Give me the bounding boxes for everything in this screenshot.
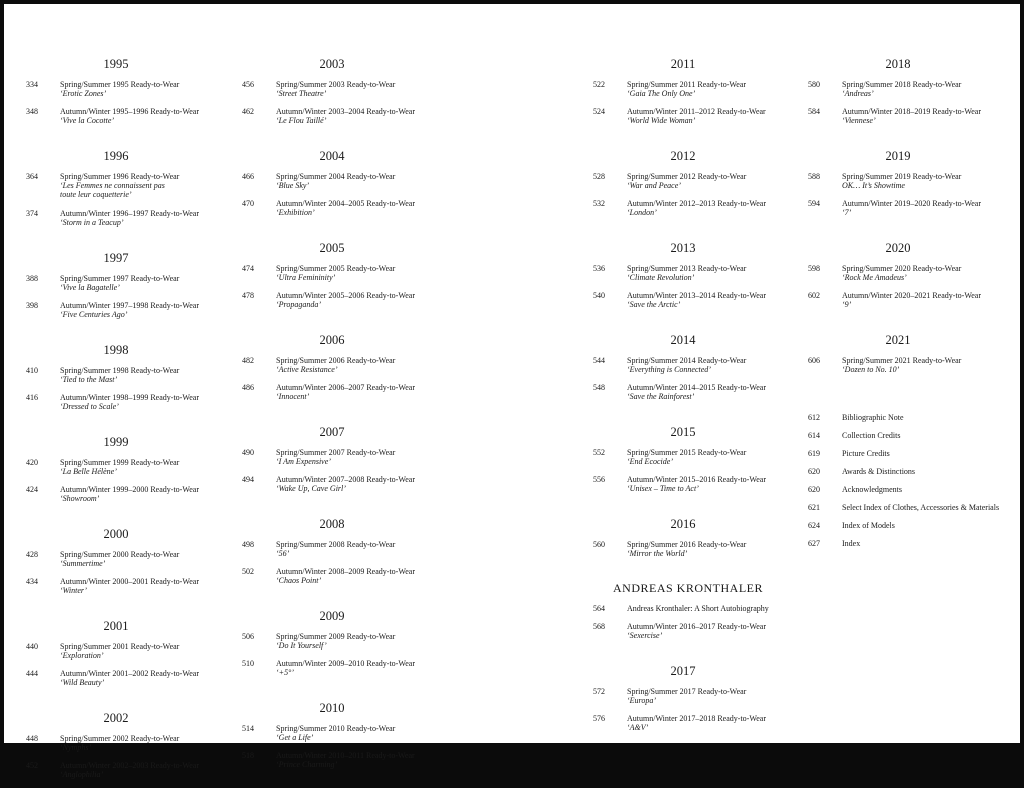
contents-entry xyxy=(593,475,783,502)
entry-subtitle: ‘I Am Expensive’ xyxy=(276,457,331,466)
page-number: 462 xyxy=(242,107,254,116)
page-number: 452 xyxy=(26,761,38,770)
entry-title: Select Index of Clothes, Accessories & Materials xyxy=(842,503,1000,512)
entry-title: Awards & Distinctions xyxy=(842,467,916,476)
page-number: 448 xyxy=(26,734,38,743)
entry-title: Autumn/Winter 2005–2006 Ready-to-Wear xyxy=(276,291,415,300)
page-number: 486 xyxy=(242,383,254,392)
contents-entry xyxy=(242,567,422,594)
entry-subtitle: ‘Dressed to Scale’ xyxy=(60,402,119,411)
entry-title: Autumn/Winter 1999–2000 Ready-to-Wear xyxy=(60,485,199,494)
contents-entry xyxy=(593,448,783,475)
contents-entry xyxy=(242,264,422,291)
page-number: 456 xyxy=(242,80,254,89)
page-number: 584 xyxy=(808,107,820,116)
page-number: 470 xyxy=(242,199,254,208)
contents-entry xyxy=(26,366,206,393)
contents-entry xyxy=(242,751,422,778)
entry-subtitle: ‘Erotic Zones’ xyxy=(60,89,107,98)
year-heading: 2009 xyxy=(319,609,345,623)
year-heading: 2012 xyxy=(670,149,696,163)
entry-subtitle: ‘Chaos Point’ xyxy=(276,576,322,585)
contents-entry xyxy=(242,659,422,686)
entry-title: Spring/Summer 2021 Ready-to-Wear xyxy=(842,356,962,365)
page-number: 334 xyxy=(26,80,38,89)
page-number: 498 xyxy=(242,540,254,549)
entry-title: Autumn/Winter 2014–2015 Ready-to-Wear xyxy=(627,383,766,392)
page-number: 388 xyxy=(26,274,38,283)
entry-title: Spring/Summer 1997 Ready-to-Wear xyxy=(60,274,180,283)
contents-entry xyxy=(26,274,206,301)
contents-column-4 xyxy=(808,56,1000,557)
page-number: 478 xyxy=(242,291,254,300)
entry-title: Spring/Summer 2001 Ready-to-Wear xyxy=(60,642,180,651)
entry-subtitle: ‘Climate Revolution’ xyxy=(627,273,695,282)
contents-entry xyxy=(593,291,783,318)
entry-title: Spring/Summer 2003 Ready-to-Wear xyxy=(276,80,396,89)
page-number: 474 xyxy=(242,264,254,273)
contents-column-2 xyxy=(242,56,422,778)
entry-title: Autumn/Winter 2015–2016 Ready-to-Wear xyxy=(627,475,766,484)
page-number: 532 xyxy=(593,199,605,208)
contents-entry xyxy=(26,577,206,604)
contents-entry xyxy=(242,199,422,226)
entry-title: Spring/Summer 2012 Ready-to-Wear xyxy=(627,172,747,181)
entry-subtitle: ‘7’ xyxy=(842,208,852,217)
entry-title: Acknowledgments xyxy=(842,485,902,494)
page-number: 594 xyxy=(808,199,820,208)
year-heading: 2020 xyxy=(885,241,911,255)
entry-title: Autumn/Winter 2013–2014 Ready-to-Wear xyxy=(627,291,766,300)
entry-subtitle: ‘9’ xyxy=(842,300,852,309)
page-number: 490 xyxy=(242,448,254,457)
entry-title: Autumn/Winter 2018–2019 Ready-to-Wear xyxy=(842,107,981,116)
entry-subtitle: ‘Everything is Connected’ xyxy=(627,365,711,374)
entry-title: Spring/Summer 2008 Ready-to-Wear xyxy=(276,540,396,549)
page-number: 440 xyxy=(26,642,38,651)
entry-title: Bibliographic Note xyxy=(842,413,904,422)
contents-entry xyxy=(593,264,783,291)
page-number: 572 xyxy=(593,687,605,696)
page-number: 619 xyxy=(808,449,820,458)
contents-entry xyxy=(26,734,206,761)
page-number: 612 xyxy=(808,413,820,422)
entry-title: Spring/Summer 1995 Ready-to-Wear xyxy=(60,80,180,89)
contents-entry xyxy=(593,540,783,567)
page-number: 606 xyxy=(808,356,820,365)
entry-subtitle: ‘+5°’ xyxy=(276,668,294,677)
year-heading: 2007 xyxy=(319,425,345,439)
entry-subtitle: ‘Andreas’ xyxy=(842,89,874,98)
year-heading: 2008 xyxy=(319,517,345,531)
entry-subtitle: ‘Europa’ xyxy=(627,696,657,705)
entry-subtitle: ‘Mirror the World’ xyxy=(627,549,688,558)
contents-entry xyxy=(242,383,422,410)
page-number: 621 xyxy=(808,503,820,512)
entry-subtitle: ‘Tied to the Mast’ xyxy=(60,375,118,384)
entry-subtitle: ‘Five Centuries Ago’ xyxy=(60,310,128,319)
contents-entry xyxy=(808,521,988,539)
page-number: 624 xyxy=(808,521,820,530)
entry-subtitle: ‘Summertime’ xyxy=(60,559,106,568)
entry-subtitle: ‘Les Femmes ne connaissent pas toute leur coquetterie’ xyxy=(60,181,165,199)
entry-subtitle: ‘Le Flou Taillé’ xyxy=(276,116,327,125)
contents-entry xyxy=(242,107,422,134)
year-heading: 2010 xyxy=(319,701,345,715)
page-number: 444 xyxy=(26,669,38,678)
entry-title: Spring/Summer 2017 Ready-to-Wear xyxy=(627,687,747,696)
entry-title: Autumn/Winter 2017–2018 Ready-to-Wear xyxy=(627,714,766,723)
page-number: 374 xyxy=(26,209,38,218)
contents-entry xyxy=(26,485,206,512)
year-heading: 2001 xyxy=(103,619,129,633)
entry-title: Spring/Summer 2007 Ready-to-Wear xyxy=(276,448,396,457)
entry-subtitle: ‘Street Theatre’ xyxy=(276,89,327,98)
page-number: 580 xyxy=(808,80,820,89)
year-heading: 2004 xyxy=(319,149,345,163)
page-number: 528 xyxy=(593,172,605,181)
contents-entry xyxy=(808,539,988,557)
contents-entry xyxy=(593,172,783,199)
entry-title: Spring/Summer 2014 Ready-to-Wear xyxy=(627,356,747,365)
entry-subtitle: ‘Ultra Femininity’ xyxy=(276,273,336,282)
year-heading: 2014 xyxy=(670,333,696,347)
entry-title: Autumn/Winter 2008–2009 Ready-to-Wear xyxy=(276,567,415,576)
entry-title: Spring/Summer 2016 Ready-to-Wear xyxy=(627,540,747,549)
page-number: 620 xyxy=(808,485,820,494)
entry-title: Spring/Summer 2006 Ready-to-Wear xyxy=(276,356,396,365)
entry-title: Autumn/Winter 2004–2005 Ready-to-Wear xyxy=(276,199,415,208)
page-number: 627 xyxy=(808,539,820,548)
entry-subtitle: ‘Innocent’ xyxy=(276,392,310,401)
entry-subtitle: ‘Showroom’ xyxy=(60,494,100,503)
entry-subtitle: ‘London’ xyxy=(627,208,657,217)
contents-entry xyxy=(26,301,206,328)
year-heading: 1997 xyxy=(103,251,129,265)
entry-subtitle: ‘Storm in a Teacup’ xyxy=(60,218,124,227)
entry-subtitle: ‘Exploration’ xyxy=(60,651,104,660)
entry-subtitle: ‘Do It Yourself’ xyxy=(276,641,327,650)
page-number: 424 xyxy=(26,485,38,494)
page-number: 428 xyxy=(26,550,38,559)
entry-subtitle: ‘Wake Up, Cave Girl’ xyxy=(276,484,346,493)
entry-title: Index of Models xyxy=(842,521,895,530)
year-heading: 2016 xyxy=(670,517,696,531)
contents-entry xyxy=(808,449,988,467)
entry-subtitle: ‘War and Peace’ xyxy=(627,181,681,190)
entry-title: Autumn/Winter 2007–2008 Ready-to-Wear xyxy=(276,475,415,484)
entry-subtitle: ‘Active Resistance’ xyxy=(276,365,338,374)
year-heading: 1996 xyxy=(103,149,129,163)
contents-entry xyxy=(808,172,988,199)
contents-entry xyxy=(808,467,988,485)
page-number: 494 xyxy=(242,475,254,484)
entry-title: Autumn/Winter 2001–2002 Ready-to-Wear xyxy=(60,669,199,678)
entry-subtitle: ‘56’ xyxy=(276,549,290,558)
entry-title: Autumn/Winter 2003–2004 Ready-to-Wear xyxy=(276,107,415,116)
contents-entry xyxy=(808,431,988,449)
page-number: 482 xyxy=(242,356,254,365)
entry-subtitle: ‘World Wide Woman’ xyxy=(627,116,696,125)
entry-title: Spring/Summer 1999 Ready-to-Wear xyxy=(60,458,180,467)
year-heading: 2003 xyxy=(319,57,345,71)
page-number: 506 xyxy=(242,632,254,641)
year-heading: 2018 xyxy=(885,57,911,71)
entry-subtitle: ‘Blue Sky’ xyxy=(276,181,310,190)
contents-column-1 xyxy=(26,56,206,788)
contents-spread xyxy=(4,4,1020,779)
entry-subtitle: ‘Prince Charming’ xyxy=(276,760,338,769)
entry-title: Autumn/Winter 2020–2021 Ready-to-Wear xyxy=(842,291,981,300)
entry-subtitle: ‘Propaganda’ xyxy=(276,300,322,309)
entry-title: Autumn/Winter 2012–2013 Ready-to-Wear xyxy=(627,199,766,208)
entry-title: Spring/Summer 2013 Ready-to-Wear xyxy=(627,264,747,273)
page-number: 410 xyxy=(26,366,38,375)
contents-entry xyxy=(242,172,422,199)
year-heading: 1999 xyxy=(103,435,129,449)
entry-subtitle: ‘Anglophilia’ xyxy=(60,770,104,779)
contents-entry xyxy=(808,264,988,291)
contents-entry xyxy=(593,714,783,741)
entry-subtitle: ‘Unisex – Time to Act’ xyxy=(627,484,699,493)
page-number: 502 xyxy=(242,567,254,576)
entry-title: Autumn/Winter 2011–2012 Ready-to-Wear xyxy=(627,107,766,116)
entry-subtitle: ‘Gaia The Only One’ xyxy=(627,89,696,98)
entry-subtitle: ‘Get a Life’ xyxy=(276,733,314,742)
entry-title: Index xyxy=(842,539,861,548)
contents-entry xyxy=(26,550,206,577)
year-heading: 2011 xyxy=(670,57,696,71)
contents-entry xyxy=(593,199,783,226)
contents-entry xyxy=(808,413,988,431)
page-number: 568 xyxy=(593,622,605,631)
contents-entry xyxy=(26,458,206,485)
entry-title: Spring/Summer 2011 Ready-to-Wear xyxy=(627,80,747,89)
entry-subtitle: ‘End Ecocide’ xyxy=(627,457,673,466)
page-number: 564 xyxy=(593,604,605,613)
page-number: 556 xyxy=(593,475,605,484)
entry-title: Autumn/Winter 2010–2011 Ready-to-Wear xyxy=(276,751,415,760)
page-number: 576 xyxy=(593,714,605,723)
entry-title: Autumn/Winter 1995–1996 Ready-to-Wear xyxy=(60,107,199,116)
contents-entry xyxy=(242,80,422,107)
page-number: 398 xyxy=(26,301,38,310)
entry-title: Spring/Summer 1996 Ready-to-Wear xyxy=(60,172,180,181)
entry-subtitle: ‘Save the Arctic’ xyxy=(627,300,681,309)
back-matter-list xyxy=(808,413,1000,557)
entry-title: Autumn/Winter 2009–2010 Ready-to-Wear xyxy=(276,659,415,668)
page-number: 510 xyxy=(242,659,254,668)
contents-entry xyxy=(808,199,988,226)
contents-entry xyxy=(242,632,422,659)
year-heading: 2002 xyxy=(103,711,129,725)
entry-title: Spring/Summer 2009 Ready-to-Wear xyxy=(276,632,396,641)
contents-entry xyxy=(593,107,783,134)
contents-entry xyxy=(26,642,206,669)
entry-subtitle: OK… It’s Showtime xyxy=(842,181,905,190)
year-heading: 2015 xyxy=(670,425,696,439)
contents-entry xyxy=(808,107,988,134)
contents-entry xyxy=(242,291,422,318)
contents-column-3 xyxy=(593,56,783,741)
entry-subtitle: ‘Sexercise’ xyxy=(627,631,663,640)
entry-subtitle: ‘Winter’ xyxy=(60,586,87,595)
contents-entry xyxy=(808,485,988,503)
entry-title: Autumn/Winter 2002–2003 Ready-to-Wear xyxy=(60,761,199,770)
entry-subtitle: ‘Vive la Cocotte’ xyxy=(60,116,115,125)
contents-entry xyxy=(593,383,783,410)
contents-entry xyxy=(242,540,422,567)
year-heading: 1998 xyxy=(103,343,129,357)
page-number: 588 xyxy=(808,172,820,181)
page-number: 614 xyxy=(808,431,820,440)
entry-subtitle: ‘Vive la Bagatelle’ xyxy=(60,283,120,292)
page-number: 420 xyxy=(26,458,38,467)
contents-entry xyxy=(26,761,206,788)
contents-entry xyxy=(593,604,783,622)
entry-title: Autumn/Winter 2019–2020 Ready-to-Wear xyxy=(842,199,981,208)
entry-title: Autumn/Winter 2006–2007 Ready-to-Wear xyxy=(276,383,415,392)
page-number: 544 xyxy=(593,356,605,365)
page-number: 560 xyxy=(593,540,605,549)
andreas-kronthaler-heading: ANDREAS KRONTHALER xyxy=(613,581,763,595)
contents-entry xyxy=(242,356,422,383)
entry-title: Spring/Summer 2018 Ready-to-Wear xyxy=(842,80,962,89)
page-number: 548 xyxy=(593,383,605,392)
entry-title: Spring/Summer 2002 Ready-to-Wear xyxy=(60,734,180,743)
entry-title: Autumn/Winter 1998–1999 Ready-to-Wear xyxy=(60,393,199,402)
entry-title: Spring/Summer 2004 Ready-to-Wear xyxy=(276,172,396,181)
entry-subtitle: ‘Rock Me Amadeus’ xyxy=(842,273,907,282)
entry-subtitle: ‘Wild Beauty’ xyxy=(60,678,105,687)
entry-title: Spring/Summer 1998 Ready-to-Wear xyxy=(60,366,180,375)
entry-title: Spring/Summer 2020 Ready-to-Wear xyxy=(842,264,962,273)
contents-entry xyxy=(808,80,988,107)
contents-entry xyxy=(808,291,988,318)
page-number: 466 xyxy=(242,172,254,181)
year-heading: 2013 xyxy=(670,241,696,255)
contents-entry xyxy=(593,687,783,714)
page-number: 540 xyxy=(593,291,605,300)
entry-subtitle: ‘Viennese’ xyxy=(842,116,876,125)
year-heading: 1995 xyxy=(103,57,129,71)
page-number: 598 xyxy=(808,264,820,273)
page-number: 348 xyxy=(26,107,38,116)
page-number: 602 xyxy=(808,291,820,300)
entry-title: Autumn/Winter 1996–1997 Ready-to-Wear xyxy=(60,209,199,218)
contents-entry xyxy=(26,80,206,107)
page-number: 434 xyxy=(26,577,38,586)
page-number: 524 xyxy=(593,107,605,116)
page-number: 416 xyxy=(26,393,38,402)
page-number: 522 xyxy=(593,80,605,89)
contents-entry xyxy=(26,669,206,696)
entry-subtitle: ‘Exhibition’ xyxy=(276,208,315,217)
contents-entry xyxy=(242,448,422,475)
page-number: 552 xyxy=(593,448,605,457)
entry-subtitle: ‘Save the Rainforest’ xyxy=(627,392,695,401)
contents-entry xyxy=(593,622,783,649)
year-heading: 2000 xyxy=(103,527,129,541)
entry-title: Autumn/Winter 2016–2017 Ready-to-Wear xyxy=(627,622,766,631)
contents-entry xyxy=(593,356,783,383)
entry-subtitle: ‘La Belle Hélène’ xyxy=(60,467,117,476)
entry-subtitle: ‘Nymphs’ xyxy=(60,743,92,752)
entry-title: Spring/Summer 2010 Ready-to-Wear xyxy=(276,724,396,733)
page-number: 620 xyxy=(808,467,820,476)
entry-title: Picture Credits xyxy=(842,449,890,458)
year-heading: 2006 xyxy=(319,333,345,347)
page-number: 536 xyxy=(593,264,605,273)
year-heading: 2005 xyxy=(319,241,345,255)
year-heading: 2017 xyxy=(670,664,696,678)
contents-entry xyxy=(26,393,206,420)
entry-subtitle: ‘Dozen to No. 10’ xyxy=(842,365,900,374)
entry-title: Spring/Summer 2015 Ready-to-Wear xyxy=(627,448,747,457)
year-heading: 2021 xyxy=(885,333,911,347)
entry-subtitle: ‘A&V’ xyxy=(627,723,649,732)
contents-entry xyxy=(242,475,422,502)
page-number: 514 xyxy=(242,724,254,733)
entry-title: Collection Credits xyxy=(842,431,901,440)
entry-title: Spring/Summer 2005 Ready-to-Wear xyxy=(276,264,396,273)
entry-title: Spring/Summer 2019 Ready-to-Wear xyxy=(842,172,962,181)
entry-title: Autumn/Winter 2000–2001 Ready-to-Wear xyxy=(60,577,199,586)
page-number: 518 xyxy=(242,751,254,760)
contents-entry xyxy=(26,209,206,236)
contents-entry xyxy=(26,172,206,209)
entry-title: Autumn/Winter 1997–1998 Ready-to-Wear xyxy=(60,301,199,310)
page-number: 364 xyxy=(26,172,38,181)
year-heading: 2019 xyxy=(885,149,911,163)
contents-entry xyxy=(808,503,1000,521)
entry-title: Andreas Kronthaler: A Short Autobiography xyxy=(627,604,769,613)
contents-entry xyxy=(26,107,206,134)
contents-entry xyxy=(808,356,988,383)
entry-title: Spring/Summer 2000 Ready-to-Wear xyxy=(60,550,180,559)
contents-entry xyxy=(593,80,783,107)
